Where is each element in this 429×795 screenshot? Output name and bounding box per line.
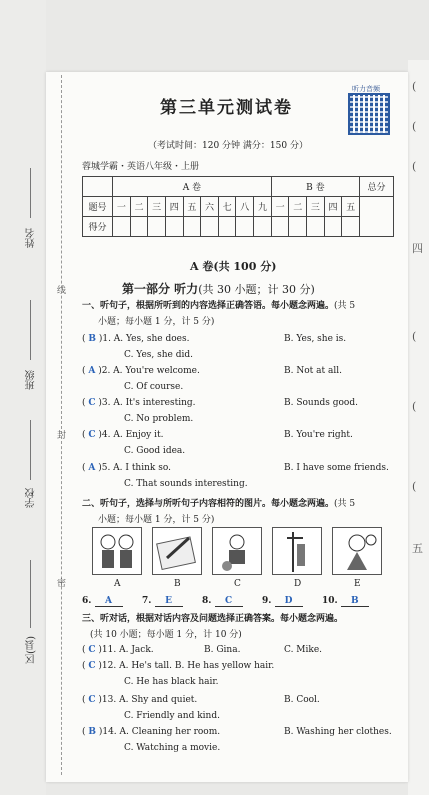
- s1-option-b-0: B. Yes, she is.: [284, 334, 347, 344]
- s1-question-2: ( C )3. A. It's interesting.: [82, 398, 196, 408]
- next-page-edge: ( ( ( 四 ( ( ( 五: [408, 60, 429, 795]
- picture-b-writing: [152, 527, 202, 575]
- name-line: [30, 168, 31, 218]
- s3-option-b-2: B. Cool.: [284, 695, 320, 705]
- table-header-b: B 卷: [271, 177, 359, 197]
- table-header-total: 总分: [360, 177, 394, 197]
- school-line: [30, 420, 31, 480]
- cut-line: [61, 75, 62, 775]
- s3-option-c-0: C. Mike.: [284, 645, 323, 655]
- answer-choice[interactable]: C: [88, 398, 96, 408]
- district-line: [30, 560, 31, 628]
- class-line: [30, 300, 31, 360]
- s1-option-b-3: B. You're right.: [284, 430, 353, 440]
- answer-blank-10: 10. B: [322, 596, 369, 607]
- section3-instructions: 三、听对话，根据对话内容及问题选择正确答案。每小题念两遍。 (共 10 小题；每小题 1 分，计 10 分): [82, 614, 344, 640]
- s1-question-3: ( C )4. A. Enjoy it.: [82, 430, 164, 440]
- school-label: 学校: [26, 488, 37, 508]
- s1-option-b-2: B. Sounds good.: [284, 398, 358, 408]
- score-table: A 卷 B 卷 总分 题号 一 二 三 四 五 六 七 八 九 一 二 三 四 五 得分: [82, 176, 394, 237]
- s3-question-0: ( C )11. A. Jack.: [82, 645, 154, 655]
- s3-question-1: ( C )12. A. He's tall. B. He has yellow hair.: [82, 661, 275, 671]
- answer-blank-9: 9. D: [262, 596, 303, 607]
- answer-blank-8: 8. C: [202, 596, 243, 607]
- picture-e-girl: [332, 527, 382, 575]
- s3-option-b-0: B. Gina.: [204, 645, 241, 655]
- table-row-label: 题号: [83, 197, 113, 217]
- answer-choice[interactable]: C: [88, 645, 96, 655]
- answer-choice[interactable]: C: [88, 695, 96, 705]
- exam-info: （考试时间：120 分钟 满分：150 分）: [148, 141, 308, 151]
- picture-a-boys: [92, 527, 142, 575]
- picture-c-boy-soccer: [212, 527, 262, 575]
- total-score-cell[interactable]: [360, 197, 394, 237]
- s3-option-c-1: C. He has black hair.: [124, 677, 219, 687]
- part1-heading: 第一部分 听力(共 30 小题；计 30 分): [122, 282, 315, 296]
- cut-mark-line: 线: [57, 286, 67, 296]
- qr-label: 听力音频: [352, 85, 380, 93]
- s3-question-2: ( C )13. A. Shy and quiet.: [82, 695, 198, 705]
- section1-instructions: 一、听句子，根据所听到的内容选择正确答语。每小题念两遍。(共 5 小题；每小题 1 分，计 5 分): [82, 301, 356, 327]
- section-a-heading: A 卷(共 100 分): [190, 260, 277, 273]
- s1-question-0: ( B )1. A. Yes, she does.: [82, 334, 190, 344]
- s3-question-3: ( B )14. A. Cleaning her room.: [82, 727, 221, 737]
- answer-blank-value[interactable]: D: [275, 596, 303, 607]
- s1-option-c-3: C. Good idea.: [124, 446, 186, 456]
- s3-option-c-3: C. Watching a movie.: [124, 743, 221, 753]
- s3-option-c-2: C. Friendly and kind.: [124, 711, 220, 721]
- answer-blank-value[interactable]: C: [215, 596, 243, 607]
- answer-blank-6: 6. A: [82, 596, 123, 607]
- s1-option-b-1: B. Not at all.: [284, 366, 342, 376]
- answer-choice[interactable]: B: [88, 334, 96, 344]
- cut-mark-seal: 封: [57, 431, 67, 441]
- class-label: 班级: [26, 370, 37, 390]
- s3-option-b-3: B. Washing her clothes.: [284, 727, 392, 737]
- answer-blank-value[interactable]: E: [155, 596, 183, 607]
- answer-choice[interactable]: B: [88, 727, 96, 737]
- s1-option-c-4: C. That sounds interesting.: [124, 479, 248, 489]
- answer-choice[interactable]: A: [88, 366, 96, 376]
- district-label: 区(县): [26, 636, 37, 664]
- s1-option-c-0: C. Yes, she did.: [124, 350, 193, 360]
- answer-choice[interactable]: C: [88, 661, 96, 671]
- s1-option-b-4: B. I have some friends.: [284, 463, 389, 473]
- s1-option-c-2: C. No problem.: [124, 414, 194, 424]
- section2-instructions: 二、听句子，选择与所听句子内容相符的图片。每小题念两遍。(共 5 小题；每小题 1 分，计 5 分): [82, 499, 356, 525]
- series-label: 蓉城学霸・英语八年级・上册: [82, 162, 200, 172]
- binding-gutter: [0, 0, 46, 795]
- cut-mark-secret: 密: [57, 579, 67, 589]
- qr-code-icon[interactable]: [348, 93, 390, 135]
- table-header-a: A 卷: [113, 177, 272, 197]
- picture-label-d: D: [294, 579, 302, 589]
- answer-choice[interactable]: A: [88, 463, 96, 473]
- s1-option-c-1: C. Of course.: [124, 382, 184, 392]
- answer-blank-value[interactable]: B: [341, 596, 369, 607]
- answer-blank-value[interactable]: A: [95, 596, 123, 607]
- table-score-label: 得分: [83, 217, 113, 237]
- picture-label-b: B: [174, 579, 181, 589]
- picture-d-exercise: [272, 527, 322, 575]
- answer-blank-7: 7. E: [142, 596, 183, 607]
- s1-question-4: ( A )5. A. I think so.: [82, 463, 171, 473]
- picture-label-a: A: [114, 579, 121, 589]
- answer-choice[interactable]: C: [88, 430, 96, 440]
- picture-label-c: C: [234, 579, 241, 589]
- page-title: 第三单元测试卷: [160, 98, 293, 118]
- picture-label-e: E: [354, 579, 361, 589]
- s1-question-1: ( A )2. A. You're welcome.: [82, 366, 200, 376]
- name-label: 姓名: [26, 228, 37, 248]
